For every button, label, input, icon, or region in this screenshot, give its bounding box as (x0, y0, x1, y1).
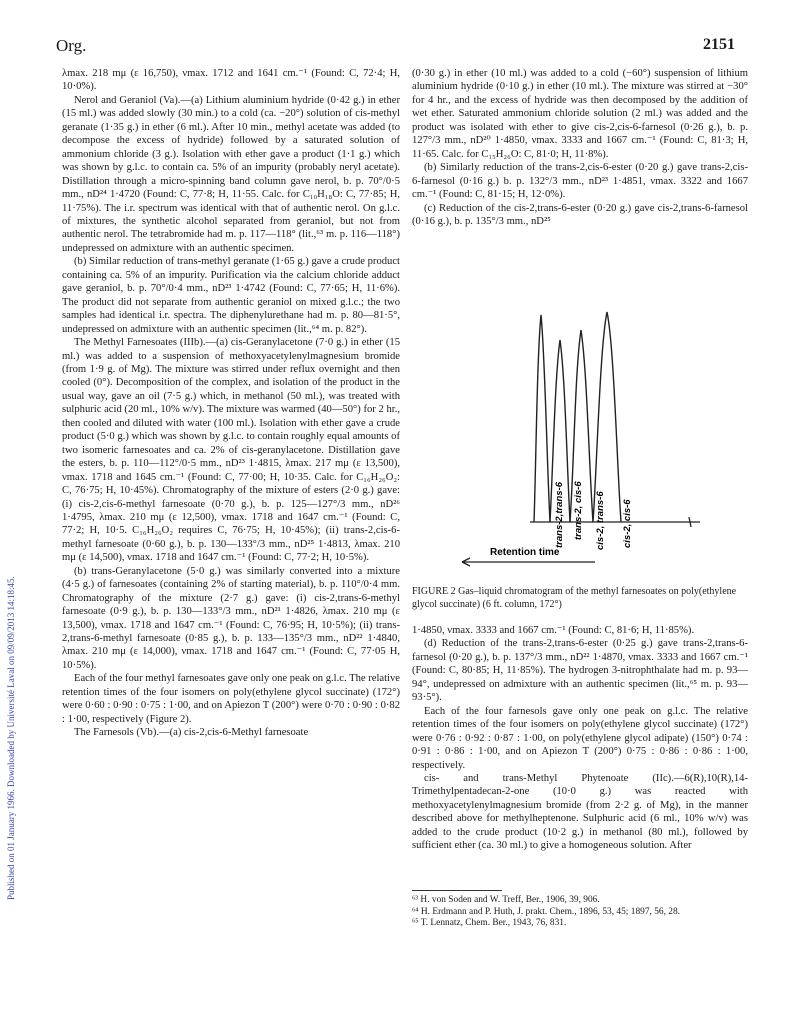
peak-label: trans-2,trans-6 (554, 482, 565, 548)
footnote-divider (412, 890, 502, 891)
right-column-top (412, 67, 748, 228)
download-notice: Published on 01 January 1966. Downloaded by Université Laval on 09/09/2013 14:18:45. (6, 576, 16, 900)
paragraph: (b) Similarly reduction of the trans-2,cis-6-ester (0·20 g.) gave trans-2,cis-6-farnesol (0·16 g.) b. p. 132°/3 mm., nD²³ 1·4851, νmax. 3322 and 1667 cm.⁻¹ (Found: C, 81·15; H, 12·0%). (412, 162, 748, 201)
left-column (62, 67, 400, 740)
figure-caption: FIGURE 2 Gas–liquid chromatogram of the methyl farnesoates on poly(ethylene glycol succinate) (6 ft. column, 172°) (412, 586, 737, 610)
arrow-left-icon (462, 558, 595, 566)
journal-header: Org. (56, 36, 87, 55)
reference-item: ⁶³ H. von Soden and W. Treff, Ber., 1906, 39, 906. (412, 895, 600, 905)
chromatogram-figure (410, 265, 750, 570)
paragraph: (d) Reduction of the trans-2,trans-6-ester (0·25 g.) gave trans-2,trans-6-farnesol (0·20 g.), b. p. 137°/3 mm., nD²² 1·4870, νmax. 3333 and 1667 cm.⁻¹ (Found: C, 80·85; H, 11·85%). The hydrogen 3-nitrophthalate had m. p. 93—94°, undepressed on admixture with an authentic specimen (lit.,⁶⁵ m. p. 93—93·5°). (412, 638, 748, 704)
paragraph: The Methyl Farnesoates (IIIb).—(a) cis-Geranylacetone (7·0 g.) in ether (15 ml.) was added to a suspension of methoxyacetylenylmagnesium bromide (from 1·9 g. of Mg). The mixture was stirred under reflux overnight and then cooled (0°). Decomposition of the complex, and isolation of the product in the usual way, gave an oil (7·5 g.) which, in methanol (50 ml.), was treated with sulphuric acid (20 ml., 10% w/v). The mixture was warmed (40—50°) for 2 hr., then cooled and diluted with water (100 ml.). Isolation with ether gave a crude product (5·0 g.) which was shown by g.l.c. to contain roughly equal amounts of two isomeric farnesoates and ca. 2% of cis-geranylacetone. Distillation gave the esters, b. p. 110—112°/0·5 mm., nD²³ 1·4815, λmax. 217 mμ (ε 13,500), νmax. 1718 and 1645 cm.⁻¹ (Found: C, 77·00; H, 10·35. Calc. for C₁₆H₂₆O₂: C, 76·75; H, 10·45%). Chromatography of the mixture of esters (2·0 g.) gave: (i) cis-2,cis-6-methyl farnesoate (0·70 g.), b. p. 125—127°/3 mm., nD²⁶ 1·4795, λmax. 210 mμ (ε 12,500), νmax. 1718 and 1647 cm.⁻¹ (Found: C, 77·2; H, 10·5. C₁₆H₂₆O₂ requires C, 76·75; H, 10·45%); (ii) trans-2,cis-6-methyl farnesoate (0·60 g.), b. p. 130—133°/3 mm., nD²⁵ 1·4813, λmax. 210 mμ (ε 14,500), νmax. 1718 and 1647 cm.⁻¹ (Found: C, 77·2; H, 10·5%). (62, 337, 400, 564)
paragraph: Nerol and Geraniol (Va).—(a) Lithium aluminium hydride (0·42 g.) in ether (15 ml.) was added slowly (30 min.) to a cold (ca. −20°) solution of cis-methyl geranate (1·35 g.) in ether (6 ml.). After 10 min., methyl acetate was added (to decompose the excess of hydride) followed by a saturated solution of ammonium chloride (3 g.). Isolation with ether gave a product (1·1 g.) which was shown by g.l.c. to contain ca. 5% of an impurity (probably neryl acetate). Distillation through a micro-spinning band column gave nerol, b. p. 70°/0·5 mm., nD²⁴ 1·4720 (Found: C, 77·8; H, 11·55. Calc. for C₁₀H₁₈O: C, 77·85; H, 11·75%). The i.r. spectrum was identical with that of authentic nerol. On g.l.c. of mixtures, the synthetic alcohol separated from geraniol, but not from authentic nerol. The tetrabromide had m. p. 117—118° (lit.,⁶³ m. p. 116—118°) undepressed on admixture with an authentic specimen. (62, 94, 400, 254)
peak-label: cis-2, cis-6 (622, 499, 633, 548)
paragraph: (0·30 g.) in ether (10 ml.) was added to a cold (−60°) suspension of lithium aluminium hydride (0·10 g.) in ether (10 ml.). The mixture was stirred at −30° for 4 hr., and the excess of hydride was then decomposed by the addition of wet ether. Saturated ammonium chloride solution (2 ml.) was added and the product was isolated with ether to give cis-2,cis-6-farnesol (0·26 g.), b. p. 127°/3 mm., nD²⁰ 1·4850, νmax. 3333 and 1667 cm.⁻¹ (Found: C, 81·3; H, 11·65. Calc. for C₁₅H₂₆O: C, 81·0; H, 11·8%). (412, 68, 748, 160)
paragraph: Each of the four farnesols gave only one peak on g.l.c. The relative retention times of the four isomers on poly(ethylene glycol succinate) (172°) were 0·76 : 0·92 : 0·87 : 1·00, on poly(ethylene glycol adipate) (150°) 0·74 : 0·91 : 0·86 : 1·00, and on Apiezon T (200°) 0·75 : 0·86 : 0·86 : 1·00, respectively. (412, 705, 748, 771)
peak-cis-cis (593, 312, 621, 522)
reference-item: ⁶⁵ T. Lennatz, Chem. Ber., 1943, 76, 831. (412, 918, 567, 929)
peak-label: cis-2, trans-6 (595, 491, 606, 550)
paragraph: The Farnesols (Vb).—(a) cis-2,cis-6-Methyl farnesoate (74, 727, 309, 739)
paragraph: λmax. 218 mμ (ε 16,750), νmax. 1712 and 1641 cm.⁻¹ (Found: C, 72·4; H, 10·0%). (62, 68, 400, 93)
page-number: 2151 (703, 36, 735, 53)
peak-label: trans-2, cis-6 (573, 481, 584, 540)
axis-label: Retention time (490, 547, 560, 558)
paragraph: cis- and trans-Methyl Phytenoate (IIc).—6(R),10(R),14-Trimethylpentadecan-2-one (10·0 g.) was reacted with methoxyacetylenylmagnesium bromide (from 2·2 g. of Mg), in the manner described above for methylheptenone. Sulphuric acid (6 ml., 10% w/v) was added to the crude product (10·2 g.) in methanol (80 ml.), followed by sufficient ether (ca. 30 ml.) to give a homogeneous solution. After (412, 772, 748, 852)
paragraph: Each of the four methyl farnesoates gave only one peak on g.l.c. The relative retention times of the four isomers on poly(ethylene glycol succinate) (172°) were 0·60 : 0·90 : 0·75 : 1·00, and on Apiezon T (200°) were 0·70 : 0·90 : 0·82 : 1·00, respectively (Figure 2). (62, 673, 400, 725)
peak-trans-trans (534, 315, 550, 522)
paragraph: 1·4850, νmax. 3333 and 1667 cm.⁻¹ (Found: C, 81·6; H, 11·85%). (412, 625, 695, 636)
paragraph: (b) trans-Geranylacetone (5·0 g.) was similarly converted into a mixture (4·5 g.) of farnesoates (containing 2% of starting material), b. p. 110°/0·4 mm. Chromatography of the mixture (2·7 g.) gave: (i) cis-2,trans-6-methyl farnesoate (0·9 g.), b. p. 130—133°/3 mm., nD²¹ 1·4826, λmax. 210 mμ (ε 13,500), νmax. 1718 and 1647 cm.⁻¹ (Found: C, 76·95; H, 10·5%); (ii) trans-2,trans-6-methyl farnesoate (0·85 g.), b. p. 133—135°/3 mm., nD²² 1·4840, λmax. 210 mμ (ε 14,000), νmax. 1718 and 1647 cm.⁻¹ (Found: C, 77·05 H, 10·5%). (62, 565, 400, 671)
paragraph: (b) Similar reduction of trans-methyl geranate (1·65 g.) gave a crude product containing ca. 5% of an impurity. Purification via the calcium chloride adduct gave geraniol, b. p. 70°/0·4 mm., nD²³ 1·4742 (Found: C, 77·65; H, 11·6%). The product did not separate from authentic geraniol on mixed g.l.c.; the two samples had identical i.r. spectra. The diphenylurethane had m. p. 80—81·5°, undepressed on admixture with an authentic specimen (lit.,⁶⁴ m. p. 82°). (62, 256, 400, 335)
paragraph: (c) Reduction of the cis-2,trans-6-ester (0·20 g.) gave cis-2,trans-6-farnesol (0·16 g.), b. p. 135°/3 mm., nD²⁵ (412, 202, 748, 227)
reference-item: ⁶⁴ H. Erdmann and P. Huth, J. prakt. Chem., 1896, 53, 45; 1897, 56, 28. (412, 906, 680, 917)
right-column-bottom (412, 624, 748, 853)
chromatogram-svg (410, 265, 750, 570)
references (412, 895, 748, 930)
